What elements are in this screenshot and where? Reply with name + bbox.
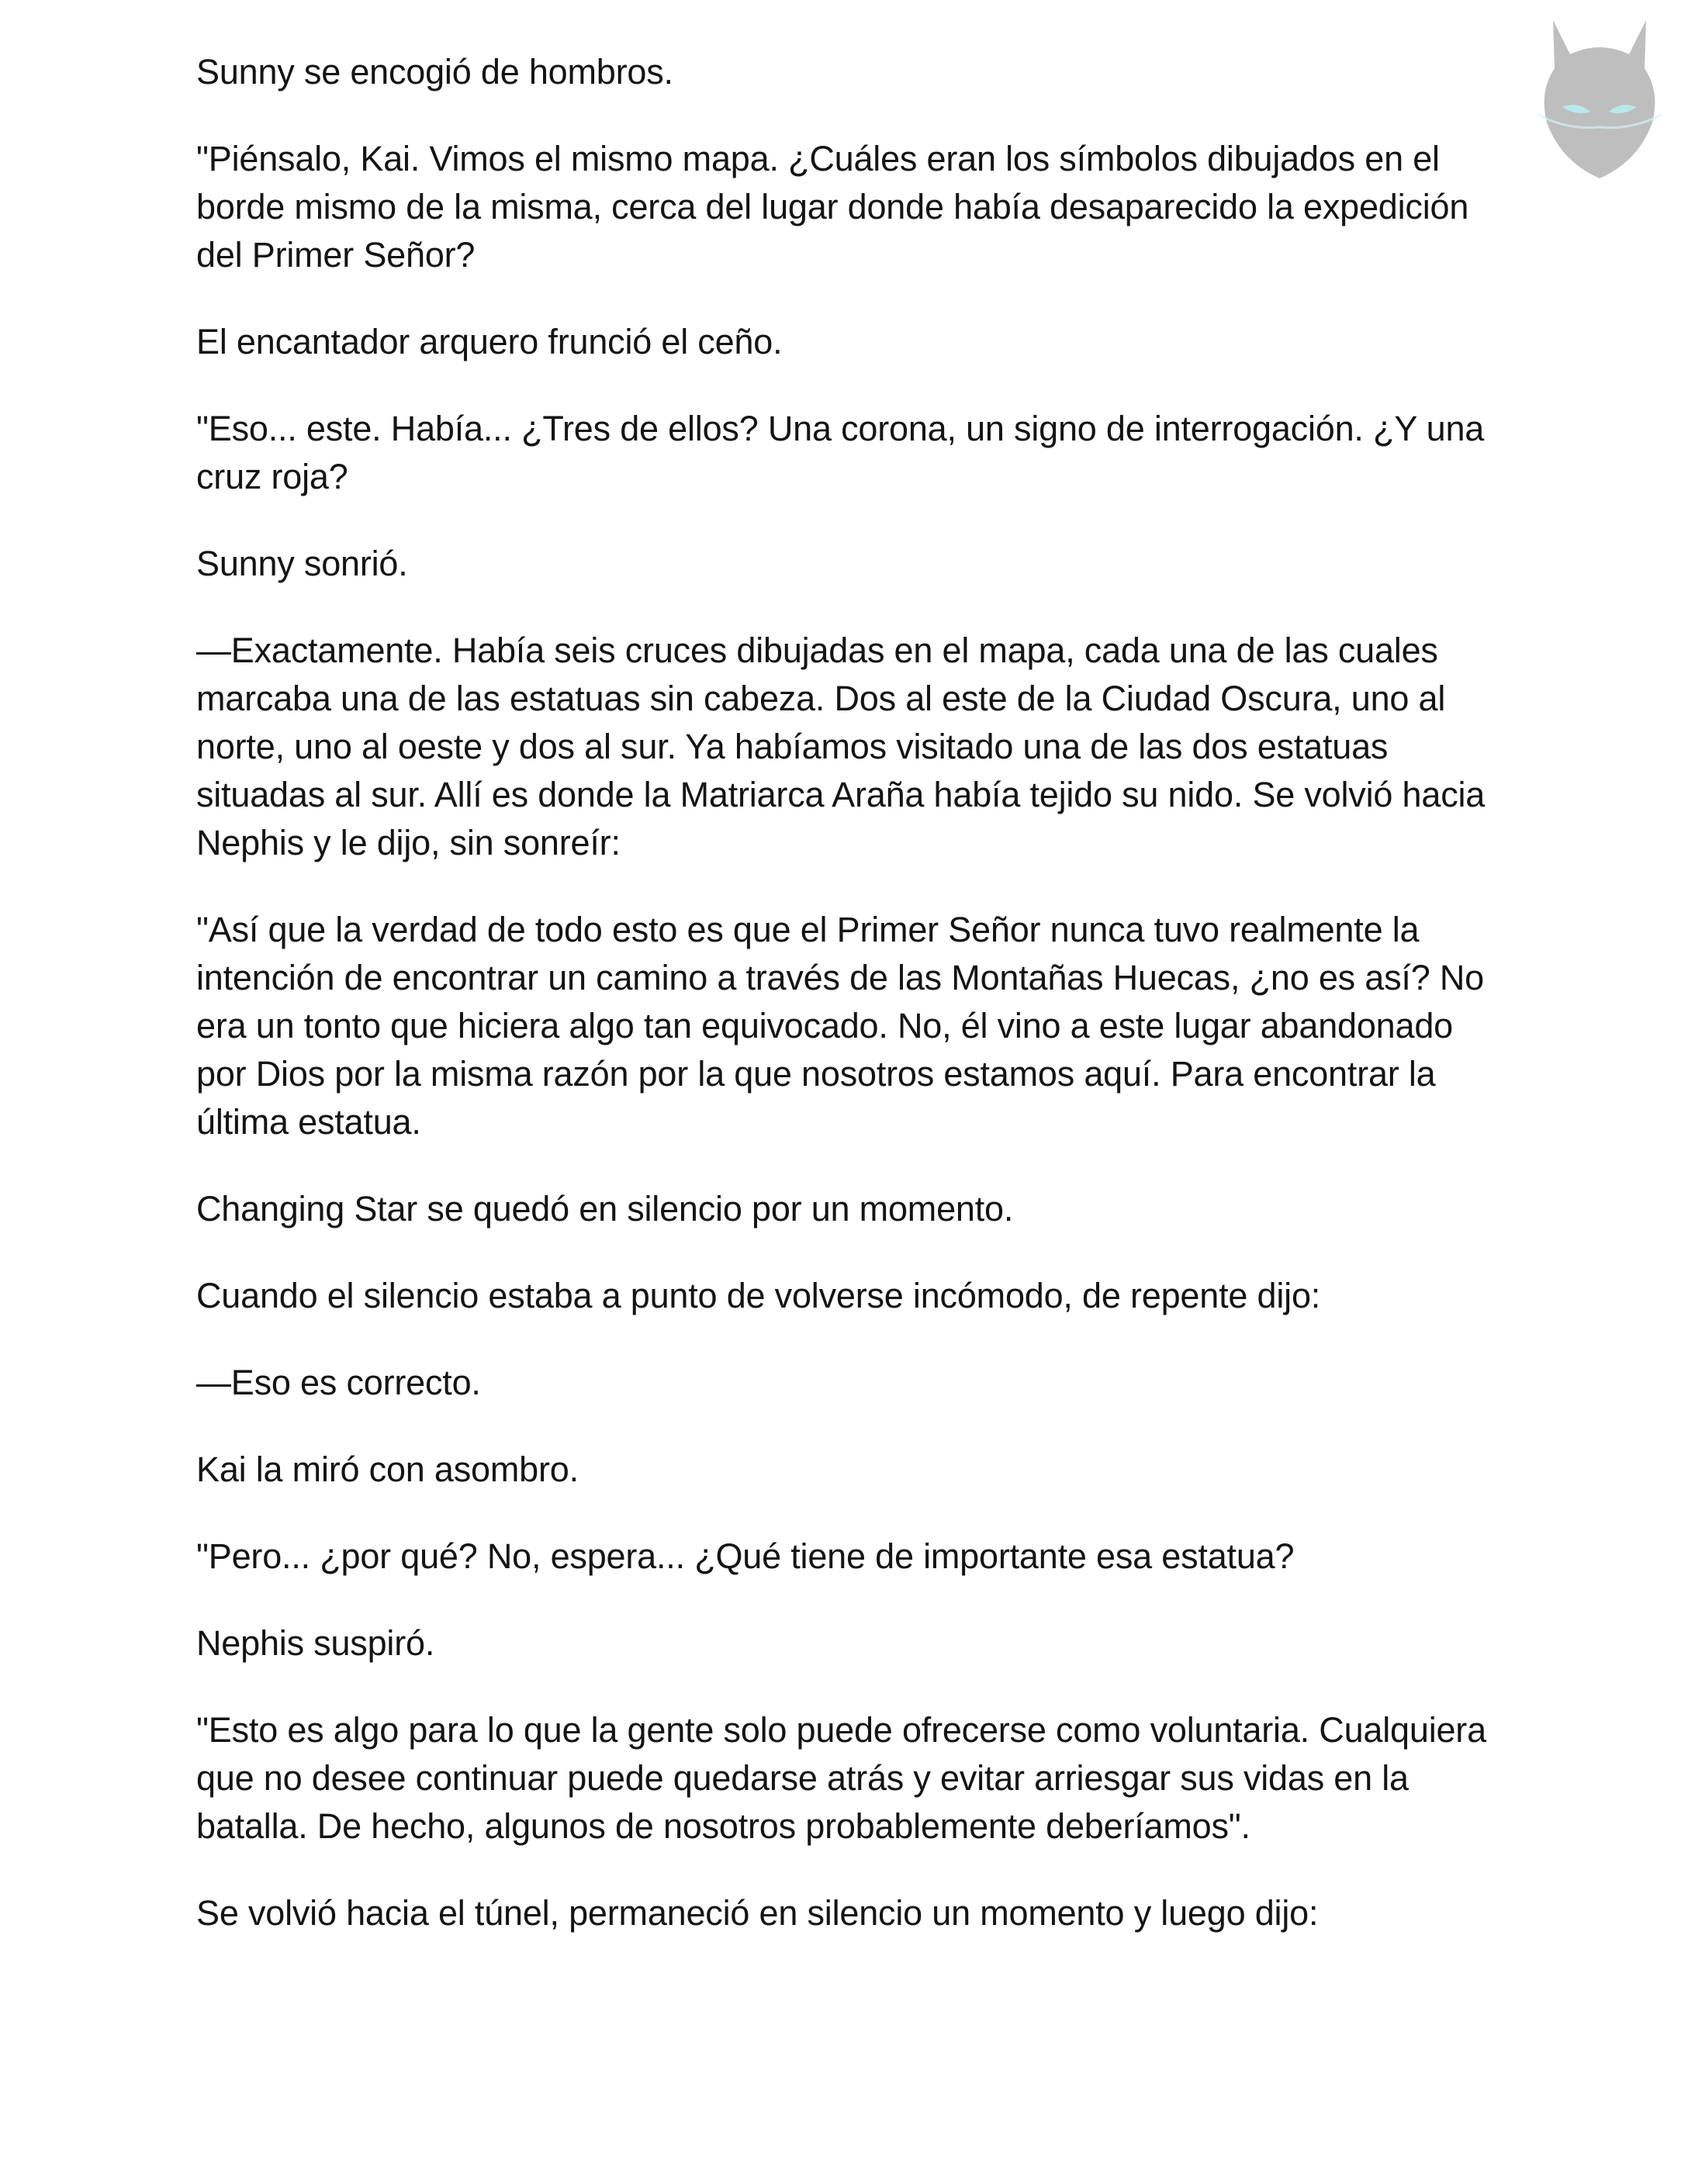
paragraph: "Pero... ¿por qué? No, espera... ¿Qué tiene de importante esa estatua?: [196, 1536, 1295, 1576]
paragraph: "Así que la verdad de todo esto es que el Primer Señor nunca tuvo realmente la intención de encontrar un camino a través de las Montañas Huecas, ¿no es así? No era un tonto que hiciera algo tan equivocado. No, él vino a este lugar abandonado por Dios por la misma razón por la que nosotros estamos aquí. Para encontrar la última estatua.: [196, 910, 1484, 1142]
paragraph: "Eso... este. Había... ¿Tres de ellos? Una corona, un signo de interrogación. ¿Y una cruz roja?: [196, 409, 1485, 496]
paragraph: "Esto es algo para lo que la gente solo puede ofrecerse como voluntaria. Cualquiera que no desee continuar puede quedarse atrás y evitar arriesgar sus vidas en la batalla. De hecho, algunos de nosotros probablemente deberíamos".: [196, 1710, 1486, 1846]
document-body: [196, 48, 1492, 1976]
paragraph: Changing Star se quedó en silencio por un momento.: [196, 1189, 1014, 1228]
paragraph: —Eso es correcto.: [196, 1363, 481, 1402]
paragraph: El encantador arquero frunció el ceño.: [196, 322, 783, 361]
paragraph: Se volvió hacia el túnel, permaneció en silencio un momento y luego dijo:: [196, 1893, 1319, 1933]
paragraph: —Exactamente. Había seis cruces dibujadas en el mapa, cada una de las cuales marcaba una de las estatuas sin cabeza. Dos al este de la Ciudad Oscura, uno al norte, uno al oeste y dos al sur. Ya habíamos visitado una de las dos estatuas situadas al sur. Allí es donde la Matriarca Araña había tejido su nido. Se volvió hacia Nephis y le dijo, sin sonreír:: [196, 631, 1486, 862]
horned-demon-head-icon: [1522, 14, 1677, 185]
paragraph: Sunny sonrió.: [196, 544, 408, 583]
paragraph: Nephis suspiró.: [196, 1623, 435, 1663]
paragraph: Kai la miró con asombro.: [196, 1450, 579, 1489]
paragraph: Sunny se encogió de hombros.: [196, 52, 673, 92]
paragraph: "Piénsalo, Kai. Vimos el mismo mapa. ¿Cuáles eran los símbolos dibujados en el borde mismo de la misma, cerca del lugar donde había desaparecido la expedición del Primer Señor?: [196, 139, 1469, 275]
paragraph: Cuando el silencio estaba a punto de volverse incómodo, de repente dijo:: [196, 1276, 1321, 1315]
